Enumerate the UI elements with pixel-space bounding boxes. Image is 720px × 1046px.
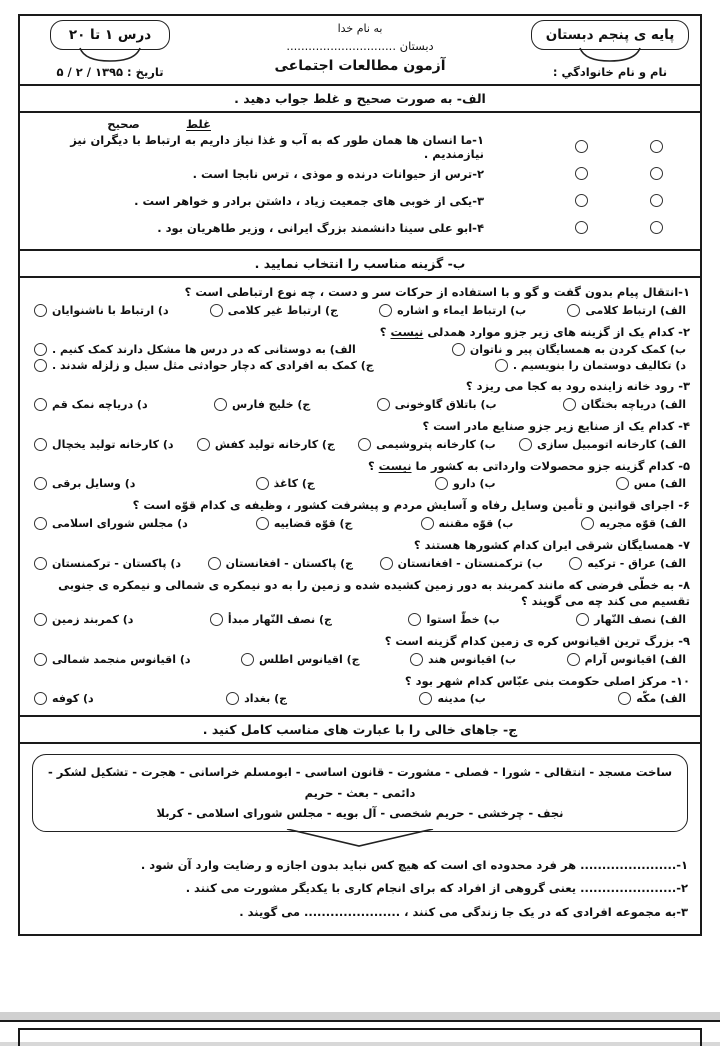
option-label: ج) بغداد — [244, 692, 288, 706]
option-radio[interactable] — [567, 304, 580, 317]
tf-statement: ۳-یکی از خوبی های جمعیت زیاد ، داشتن برادر و خواهر است . — [134, 193, 484, 208]
tf-statement: ۴-ابو علی سینا دانشمند بزرگ ایرانی ، وزیر طاهریان بود . — [157, 220, 484, 235]
option-radio[interactable] — [377, 398, 390, 411]
option-label: الف) کارخانه اتومبیل سازی — [536, 437, 686, 451]
blank-item: ۱-...................... هر فرد محدوده ای است که هیچ کس نباید بدون اجازه و رضایت وارد آن شود . — [140, 857, 688, 872]
option-radio[interactable] — [410, 653, 423, 666]
option-a[interactable] — [519, 438, 686, 451]
question-text: ۶- اجرای قوانین و تأمین وسایل رفاه و آسایش مردم و پیشرفت کشور ، وظیفه ی کدام قوّه است ؟ — [132, 498, 690, 513]
option-b[interactable] — [358, 438, 496, 451]
word-bank-tail-icon — [285, 829, 435, 847]
question-text-part1: ۵- کدام گزینه جزو محصولات وارداتی به کشور ما — [411, 458, 690, 473]
option-radio[interactable] — [210, 304, 223, 317]
option-label: د) اقیانوس منجمد شمالی — [52, 652, 191, 666]
question-text — [28, 321, 692, 343]
blank-item: ۲-...................... یعنی گروهی از افراد که برای انجام کاری با یکدیگر مشورت می کنند . — [185, 881, 688, 896]
option-label: د) کمربند زمین — [52, 613, 134, 627]
option-label: ب) کارخانه پتروشیمی — [376, 437, 496, 451]
option-c[interactable] — [256, 517, 353, 530]
lessons-badge-label: درس ۱ تا ۲۰ — [68, 27, 152, 43]
bismillah-text: به نام خدا — [337, 22, 383, 35]
option-label: د) کوفه — [52, 692, 94, 706]
option-radio[interactable] — [34, 477, 47, 490]
tf-true-radio[interactable] — [575, 194, 588, 207]
option-label: الف) به دوستانی که در درس ها مشکل دارند کمک کنیم . — [52, 343, 356, 357]
option-d[interactable] — [34, 557, 181, 570]
option-a[interactable] — [569, 557, 686, 570]
option-label: د) دریاچه نمک قم — [52, 398, 148, 412]
question-options — [28, 652, 692, 669]
option-label: الف) مس — [633, 477, 686, 491]
school-field — [286, 39, 433, 53]
option-radio[interactable] — [34, 557, 47, 570]
option-b[interactable] — [380, 557, 543, 570]
option-a[interactable] — [567, 653, 686, 666]
option-c[interactable] — [241, 653, 360, 666]
exam-title: آزمون مطالعات اجتماعی — [274, 58, 446, 75]
option-radio[interactable] — [34, 517, 47, 530]
option-radio[interactable] — [495, 359, 508, 372]
option-label: ب) مدینه — [437, 692, 486, 706]
option-radio[interactable] — [563, 398, 576, 411]
option-label: ب) دارو — [453, 477, 496, 491]
option-d[interactable] — [34, 613, 133, 626]
option-label: د) مجلس شورای اسلامی — [52, 517, 188, 531]
tf-answer-circles — [544, 140, 694, 153]
option-b[interactable] — [408, 613, 499, 626]
option-d[interactable] — [34, 517, 188, 530]
option-radio[interactable] — [210, 613, 223, 626]
tf-col-false-label: غلط — [186, 117, 211, 131]
header-left-block — [26, 20, 194, 82]
option-radio[interactable] — [34, 613, 47, 626]
option-d[interactable] — [34, 692, 94, 705]
option-label: الف) اقیانوس آرام — [584, 652, 686, 666]
question-text-part1: ۲- کدام یک از گزینه های زیر جزو موارد همدلی — [423, 324, 690, 339]
option-radio[interactable] — [408, 613, 421, 626]
tf-true-radio[interactable] — [575, 140, 588, 153]
section-a-bar: الف- به صورت صحیح و غلط جواب دهید . — [20, 86, 700, 113]
option-label: د) وسایل برقی — [52, 477, 136, 491]
question-2 — [28, 321, 692, 375]
tf-false-radio[interactable] — [650, 221, 663, 234]
question-text: ۱-انتقال پیام بدون گفت و گو و با استفاده از حرکات سر و دست ، چه نوع ارتباطی است ؟ — [184, 285, 690, 299]
question-text: ۷- همسایگان شرقی ایران کدام کشورها هستند ؟ — [413, 538, 690, 553]
option-label: ب) خطّ استوا — [426, 613, 500, 627]
option-c[interactable] — [210, 613, 332, 626]
question-options — [28, 303, 692, 320]
question-8 — [28, 574, 692, 629]
tf-statement: ۱-ما انسان ها همان طور که به آب و غذا نیاز داریم به ارتباط با دیگران نیز نیازمندیم . — [70, 132, 484, 161]
option-label: ج) کاغذ — [273, 477, 315, 491]
tf-answer-circles — [544, 194, 694, 207]
tf-true-radio[interactable] — [575, 167, 588, 180]
option-radio[interactable] — [226, 692, 239, 705]
option-label: ج) قوّه قضاییه — [273, 517, 353, 531]
section-c-body — [20, 744, 700, 934]
option-c[interactable] — [34, 359, 374, 372]
option-radio[interactable] — [519, 438, 532, 451]
option-label: ب) ارتباط ایماء و اشاره — [397, 303, 527, 317]
option-a[interactable] — [618, 692, 686, 705]
option-radio[interactable] — [241, 653, 254, 666]
option-radio[interactable] — [34, 692, 47, 705]
question-options — [28, 476, 692, 493]
question-9 — [28, 630, 692, 669]
tf-statement: ۲-ترس از حیوانات درنده و موذی ، ترس نابجا است . — [192, 166, 484, 181]
option-radio[interactable] — [34, 359, 47, 372]
question-3 — [28, 375, 692, 414]
option-label: الف) دریاچه بختگان — [581, 398, 686, 412]
section-b-bar: ب- گزینه مناسب را انتخاب نمایید . — [20, 251, 700, 278]
option-label: ج) خلیج فارس — [232, 398, 311, 412]
question-options — [28, 516, 692, 533]
tf-false-radio[interactable] — [650, 167, 663, 180]
question-negation: نیست — [378, 458, 412, 473]
option-label: ج) نصف النّهار مبدأ — [227, 613, 332, 627]
option-radio[interactable] — [214, 398, 227, 411]
option-label: د) کارخانه تولید یخچال — [52, 437, 174, 451]
option-d[interactable] — [34, 304, 169, 317]
option-b[interactable] — [377, 398, 497, 411]
header-center-block — [194, 20, 526, 82]
tf-row — [26, 133, 694, 160]
option-label: الف) عراق - ترکیه — [587, 556, 686, 570]
header-right-block — [526, 20, 694, 82]
question-options — [28, 437, 692, 454]
option-radio[interactable] — [618, 692, 631, 705]
tf-col-true-label: صحیح — [107, 117, 140, 131]
option-c[interactable] — [256, 477, 315, 490]
question-options — [28, 691, 692, 708]
question-options — [28, 397, 692, 414]
option-radio[interactable] — [581, 517, 594, 530]
option-radio[interactable] — [419, 692, 432, 705]
option-radio[interactable] — [616, 477, 629, 490]
option-c[interactable] — [214, 398, 310, 411]
option-label: الف) نصف النّهار — [594, 613, 686, 627]
option-label: الف) ارتباط کلامی — [585, 303, 686, 317]
option-radio[interactable] — [34, 343, 47, 356]
badge-tail-icon — [78, 48, 142, 62]
question-1 — [28, 281, 692, 320]
tf-column-headers — [86, 117, 236, 131]
tf-false-radio[interactable] — [650, 194, 663, 207]
option-radio[interactable] — [256, 477, 269, 490]
question-negation: نیست — [390, 324, 424, 339]
option-label: ج) اقیانوس اطلس — [258, 652, 360, 666]
option-d[interactable] — [34, 438, 174, 451]
question-text: ۸- به خطّی فرضی که مانند کمربند به دور زمین کشیده شده و زمین را به دو نیمکره ی شمالی و نیمکره ی جنوبی تقسیم می کند چه می گویند ؟ — [58, 577, 690, 609]
option-radio[interactable] — [380, 557, 393, 570]
page-separator — [0, 1012, 720, 1020]
exam-date-label: تاریخ : ۱۳۹۵ / ۲ / ۵ — [56, 65, 164, 79]
question-options-row-1 — [28, 342, 692, 358]
option-b[interactable] — [410, 653, 516, 666]
option-radio[interactable] — [208, 557, 221, 570]
option-label: ج) پاکستان - افغانستان — [225, 556, 354, 570]
section-c-bar: ج- جاهای خالی را با عبارت های مناسب کامل کنید . — [20, 717, 700, 744]
question-options — [28, 612, 692, 629]
section-b-body — [20, 278, 700, 717]
blank-questions — [28, 854, 692, 925]
badge-tail-icon — [578, 48, 642, 62]
option-a[interactable] — [576, 613, 686, 626]
option-d[interactable] — [34, 653, 191, 666]
option-label: ج) کمک به افرادی که دچار حوادثی مثل سیل و زلزله شدند . — [52, 359, 374, 373]
tf-answer-circles — [544, 167, 694, 180]
question-6 — [28, 494, 692, 533]
option-radio[interactable] — [34, 653, 47, 666]
option-a[interactable] — [563, 398, 686, 411]
option-radio[interactable] — [379, 304, 392, 317]
option-d[interactable] — [495, 359, 686, 372]
tf-false-radio[interactable] — [650, 140, 663, 153]
option-d[interactable] — [34, 398, 148, 411]
option-label: ب) اقیانوس هند — [428, 652, 517, 666]
option-label: د) ارتباط با ناشنوایان — [52, 303, 169, 317]
grade-badge-label: پایه ی پنجم دبستان — [545, 27, 675, 43]
question-7 — [28, 534, 692, 573]
option-label: د) پاکستان - ترکمنستان — [52, 556, 182, 570]
option-label: ب) قوّه مقننه — [438, 517, 514, 531]
school-dots: .............................. — [286, 38, 396, 53]
word-bank-line-2: نجف - چرخشی - حریم شخصی - آل بویه - مجلس شورای اسلامی - کربلا — [156, 805, 564, 820]
question-4 — [28, 415, 692, 454]
option-radio[interactable] — [256, 517, 269, 530]
option-c[interactable] — [197, 438, 335, 451]
question-options — [28, 556, 692, 573]
question-text-part2: ؟ — [379, 324, 391, 339]
option-a[interactable] — [567, 304, 686, 317]
question-options-row-2 — [28, 358, 692, 374]
tf-row — [26, 160, 694, 187]
option-a[interactable] — [581, 517, 686, 530]
option-b[interactable] — [452, 343, 686, 356]
tf-row — [26, 214, 694, 241]
question-text: ۱۰- مرکز اصلی حکومت بنی عبّاس کدام شهر بود ؟ — [404, 673, 690, 688]
option-d[interactable] — [34, 477, 135, 490]
option-label: ب) کمک کردن به همسایگان پیر و ناتوان — [469, 343, 686, 357]
option-radio[interactable] — [34, 438, 47, 451]
blank-item: ۳-به مجموعه افرادی که در یک جا زندگی می کنند ، ...................... می گویند . — [239, 904, 688, 919]
option-radio[interactable] — [569, 557, 582, 570]
exam-sheet — [18, 14, 702, 936]
option-label: ج) ارتباط غیر کلامی — [227, 303, 338, 317]
word-bank-line-1: ساخت مسجد - انتقالی - شورا - فصلی - مشورت - قانون اساسی - ابومسلم خراسانی - هجرت - تشکیل لشکر - دائمی - بعث - حریم — [47, 765, 673, 800]
option-label: الف) قوّه مجریه — [599, 517, 686, 531]
option-c[interactable] — [226, 692, 287, 705]
option-radio[interactable] — [452, 343, 465, 356]
question-text: ۹- بزرگ ترین اقیانوس کره ی زمین کدام گزینه است ؟ — [384, 634, 690, 649]
option-b[interactable] — [379, 304, 526, 317]
section-a-body — [20, 113, 700, 251]
option-radio[interactable] — [34, 398, 47, 411]
question-text: ۳- رود خانه زاینده رود به کجا می ریزد ؟ — [465, 379, 690, 394]
option-label: ج) کارخانه تولید کفش — [214, 437, 335, 451]
option-label: ب) ترکمنستان - افغانستان — [397, 556, 543, 570]
tf-true-radio[interactable] — [575, 221, 588, 234]
option-b[interactable] — [419, 692, 485, 705]
grade-badge — [531, 20, 690, 50]
student-name-label: نام و نام خانوادگي : — [552, 65, 668, 79]
question-10 — [28, 670, 692, 709]
next-page-top — [0, 1020, 720, 1042]
word-bank — [32, 754, 688, 831]
option-radio[interactable] — [358, 438, 371, 451]
question-text-part2: ؟ — [367, 458, 379, 473]
option-b[interactable] — [435, 477, 496, 490]
option-radio[interactable] — [197, 438, 210, 451]
question-5 — [28, 455, 692, 494]
question-text — [28, 455, 692, 477]
option-c[interactable] — [210, 304, 338, 317]
option-radio[interactable] — [34, 304, 47, 317]
option-radio[interactable] — [567, 653, 580, 666]
option-radio[interactable] — [435, 477, 448, 490]
option-radio[interactable] — [421, 517, 434, 530]
option-b[interactable] — [421, 517, 514, 530]
option-a[interactable] — [34, 343, 356, 356]
option-a[interactable] — [616, 477, 686, 490]
lessons-badge — [50, 20, 170, 50]
tf-row — [26, 187, 694, 214]
question-text: ۴- کدام یک از صنایع زیر جزو صنایع مادر است ؟ — [422, 419, 690, 434]
option-label: د) تکالیف دوستمان را بنویسیم . — [512, 359, 686, 373]
school-label: دبستان — [399, 38, 434, 53]
option-label: الف) مکّه — [636, 692, 686, 706]
option-radio[interactable] — [576, 613, 589, 626]
exam-header — [20, 16, 700, 86]
option-c[interactable] — [208, 557, 354, 570]
tf-answer-circles — [544, 221, 694, 234]
option-label: ب) باتلاق گاوخونی — [394, 398, 497, 412]
